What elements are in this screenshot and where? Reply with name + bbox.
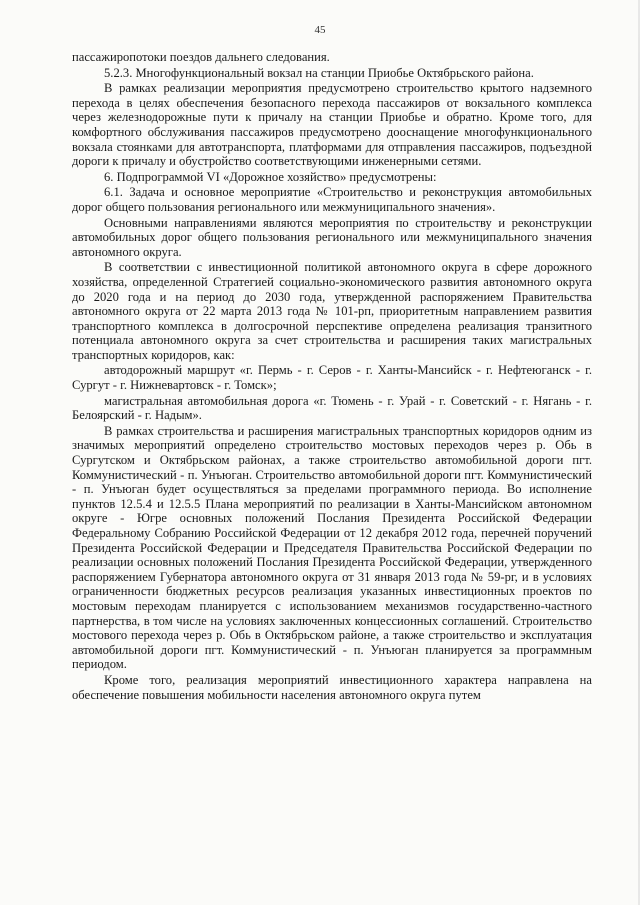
- document-body: [72, 50, 592, 703]
- paragraph: пассажиропотоки поездов дальнего следования.: [72, 50, 330, 64]
- paragraph: 6. Подпрограммой VI «Дорожное хозяйство» предусмотрены:: [104, 169, 437, 184]
- paragraph: В соответствии с инвестиционной политикой автономного округа в сфере дорожного хозяйства, определенной Стратегией социально-экономического развития автономного округа до 2020 года и на период до 2030 года, утвержденной распоряжением Правительства автономного округа от 22 марта 2013 года № 101-рп, приоритетным направлением развития транспортного комплекса в долгосрочной перспективе определена реализация транзитного потенциала автономного округа за счет строительства и расширения таких магистральных транспортных коридоров, как:: [72, 260, 592, 362]
- paragraph: В рамках строительства и расширения магистральных транспортных коридоров одним из значимых мероприятий определено строительство мостовых переходов через р. Обь в Сургутском и Октябрьском районах, а также строительство автомобильной дороги пгт. Коммунистический - п. Унъюган. Строительство автомобильной дороги пгт. Коммунистический - п. Унъюган будет осуществляться за пределами программного периода. Во исполнение пунктов 12.5.4 и 12.5.5 Плана мероприятий по реализации в Ханты-Мансийском автономном округе - Югре основных положений Послания Президента Российской Федерации Федеральному Собранию Российской Федерации от 12 декабря 2012 года, перечней поручений Президента Российской Федерации и Председателя Правительства Российской Федерации по реализации основных положений Послания Президента Российской Федерации, утвержденного распоряжением Губернатора автономного округа от 31 января 2013 года № 59-рг, и в условиях ограниченности бюджетных ресурсов реализация указанных инвестиционных проектов по мостовым переходам планируется с использованием механизмов государственно-частного партнерства, в том числе на условиях заключенных концессионных соглашений. Строительство мостового перехода через р. Обь в Октябрьском районе, а также строительство и эксплуатация автомобильной дороги пгт. Коммунистический - п. Унъюган планируется за программным периодом.: [72, 423, 592, 672]
- paragraph: Кроме того, реализация мероприятий инвестиционного характера направлена на обеспечение повышения мобильности населения автономного округа путем: [72, 672, 592, 702]
- paragraph: Основными направлениями являются мероприятия по строительству и реконструкции автомобильных дорог общего пользования регионального или межмуниципального значения автономного округа.: [72, 215, 592, 259]
- paragraph: 6.1. Задача и основное мероприятие «Строительство и реконструкция автомобильных дорог общего пользования регионального или межмуниципального значения».: [72, 185, 592, 214]
- paragraph: В рамках реализации мероприятия предусмотрено строительство крытого надземного перехода в целях обеспечения безопасного перехода пассажиров от вокзального комплекса через железнодорожные пути к причалу на станции Приобье и обратно. Кроме того, для комфортного обслуживания пассажиров предусмотрено дооснащение многофункционального вокзала стоянками для автотранспорта, платформами для отправления пассажиров, подъездной дороги к причалу и обустройство соответствующими инженерными сетями.: [72, 81, 592, 169]
- page-number: 45: [314, 24, 326, 36]
- list-item: магистральная автомобильная дорога «г. Тюмень - г. Урай - г. Советский - г. Нягань - г. Белоярский - г. Надым».: [72, 393, 592, 423]
- paragraph: 5.2.3. Многофункциональный вокзал на станции Приобье Октябрьского района.: [104, 65, 534, 80]
- list-item: автодорожный маршрут «г. Пермь - г. Серов - г. Ханты-Мансийск - г. Нефтеюганск - г. Сургут - г. Нижневартовск - г. Томск»;: [72, 363, 592, 393]
